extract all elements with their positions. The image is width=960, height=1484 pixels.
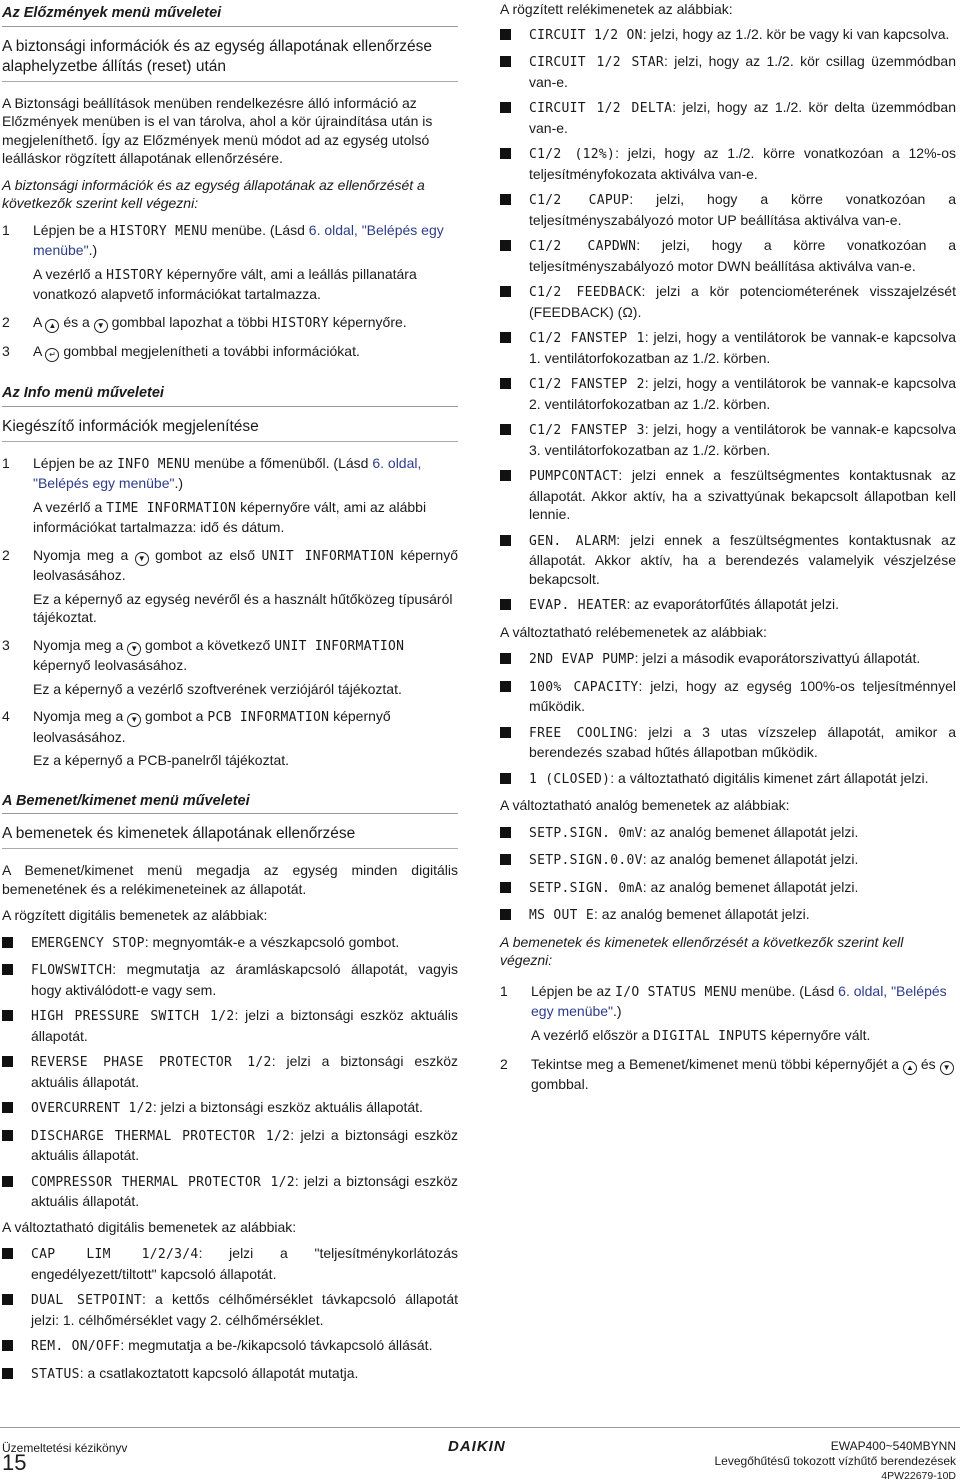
page-footer <box>0 1427 960 1482</box>
down-button-icon: ▼ <box>94 319 108 333</box>
item-description: : jelzi a "teljesítménykorlátozás engedélyezett/tiltott" kapcsoló állapotát. <box>31 1245 458 1282</box>
list-item <box>500 850 956 871</box>
var-di-title: A változtatható digitális bemenetek az alábbiak: <box>2 1218 297 1235</box>
item-code: FLOWSWITCH <box>31 963 113 978</box>
section-heading-info: Az Info menü műveletei <box>2 380 458 407</box>
item-code: SETP.SIGN.0.0V <box>529 853 643 868</box>
list-item <box>500 905 956 926</box>
item-description: : jelzi a biztonsági eszköz aktuális állapotát. <box>152 1099 423 1115</box>
info-step-2: 2 Nyomja meg a ▼ gombot az első UNIT INFORMATION képernyő leolvasásához. Ez a képernyő az egység nevéről és a használt hűtőközeg típusáról tájékoztat. <box>2 546 458 625</box>
list-item <box>500 420 956 459</box>
page-link[interactable]: 6. oldal, "Belépés egy menübe" <box>33 454 422 491</box>
variable-digital-inputs-list <box>2 1244 458 1384</box>
item-description: : az evaporátorfűtés állapotát jelzi. <box>626 596 839 612</box>
list-item <box>2 1098 458 1119</box>
fixed-relay-outputs-list <box>500 25 956 616</box>
item-code: C1/2 FANSTEP 1 <box>529 331 645 346</box>
item-description: : jelzi a biztonsági eszköz aktuális állapotát. <box>31 1126 458 1163</box>
item-code: CIRCUIT 1/2 STAR <box>529 55 664 70</box>
bullet-square-icon <box>500 29 511 40</box>
down-button-icon: ▼ <box>940 1061 954 1075</box>
item-description: : az analóg bemenet állapotát jelzi. <box>594 906 810 922</box>
item-description: : jelzi, hogy az 1./2. kör be vagy ki van kapcsolva. <box>642 25 950 42</box>
item-description: : jelzi, hogy az 1./2. körre vonatkozóan a 12%-os teljesítményfokozata aktiválva van-e. <box>529 145 956 182</box>
page-link[interactable]: 6. oldal, "Belépés egy menübe" <box>531 982 947 1019</box>
item-description: : az analóg bemenet állapotát jelzi. <box>642 851 859 867</box>
list-item <box>500 374 956 413</box>
list-item <box>500 466 956 524</box>
item-description: : jelzi, hogy a ventilátorok be vannak-e kapcsolva 1. ventilátorfokozatban az 1./2. körben. <box>529 329 956 366</box>
item-description: : jelzi a második evaporátorszivattyú állapotát. <box>634 650 921 666</box>
bullet-square-icon <box>500 56 511 67</box>
product-description: Levegőhűtésű tokozott vízhűtő berendezések <box>714 1454 956 1468</box>
bullet-square-icon <box>2 1248 13 1259</box>
bullet-square-icon <box>2 1340 13 1351</box>
bullet-square-icon <box>500 148 511 159</box>
list-item <box>2 1006 458 1045</box>
item-code: REVERSE PHASE PROTECTOR 1/2 <box>31 1055 272 1070</box>
left-column <box>2 0 458 1391</box>
section-heading-history: Az Előzmények menü műveletei <box>2 0 458 27</box>
item-code: CIRCUIT 1/2 ON <box>529 27 643 43</box>
list-item <box>2 1290 458 1329</box>
item-code: PUMPCONTACT <box>529 469 619 484</box>
item-code: DISCHARGE THERMAL PROTECTOR 1/2 <box>31 1128 291 1144</box>
item-description: : megnyomták-e a vészkapcsoló gombot. <box>144 933 400 950</box>
io-step-1: 1 Lépjen be az I/O STATUS MENU menübe. (Lásd 6. oldal, "Belépés egy menübe".) A vezérlő először a DIGITAL INPUTS képernyőre vált. <box>500 982 947 1044</box>
list-item <box>500 328 956 367</box>
item-code: 100% CAPACITY <box>529 679 639 695</box>
bullet-square-icon <box>500 909 511 920</box>
item-code: C1/2 CAPUP <box>529 193 630 208</box>
item-description: : az analóg bemenet állapotát jelzi. <box>642 878 859 895</box>
item-code: C1/2 FANSTEP 3 <box>529 423 645 438</box>
io-instruction-note: A bemenetek és kimenetek ellenőrzését a következők szerint kell végezni: <box>500 933 904 968</box>
bullet-square-icon <box>2 1102 13 1113</box>
bullet-square-icon <box>2 1056 13 1067</box>
info-step-4: 4 Nyomja meg a ▼ gombot a PCB INFORMATION képernyő leolvasásához. Ez a képernyő a PCB-panelről tájékoztat. <box>2 708 391 768</box>
item-description: : jelzi a kör potenciométerének visszajelzését (FEEDBACK) (Ω). <box>529 283 956 320</box>
bullet-square-icon <box>500 535 511 546</box>
fixed-relay-title: A rögzített relékimenetek az alábbiak: <box>500 1 733 17</box>
bullet-square-icon <box>2 1176 13 1187</box>
info-step-1: 1 Lépjen be az INFO MENU menübe a főmenüből. (Lásd 6. oldal, "Belépés egy menübe".) A vezérlő a TIME INFORMATION képernyőre vált, ami az alábbi információkat tartalmazza: idő és dátum. <box>2 454 427 535</box>
fixed-di-title: A rögzített digitális bemenetek az alábbiak: <box>2 907 268 923</box>
item-code: GEN. ALARM <box>529 533 617 549</box>
bullet-square-icon <box>2 1368 13 1379</box>
down-button-icon: ▼ <box>127 642 141 656</box>
item-code: C1/2 FEEDBACK <box>529 285 642 300</box>
bullet-square-icon <box>500 470 511 481</box>
bullet-square-icon <box>2 1130 13 1141</box>
var-relay-title: A változtatható relébemenetek az alábbiak: <box>500 623 767 640</box>
list-item <box>500 98 956 137</box>
item-description: : megmutatja a be-/kikapcsoló távkapcsoló állását. <box>120 1337 433 1353</box>
bullet-square-icon <box>2 964 13 975</box>
item-code: CIRCUIT 1/2 DELTA <box>529 101 673 116</box>
list-item <box>500 282 956 321</box>
item-description: : jelzi a 3 utas vízszelep állapotát, amikor a berendezés szabad hűtés állapotban működik. <box>529 723 956 760</box>
list-item <box>500 190 956 229</box>
list-item <box>500 236 956 275</box>
item-description: : jelzi a biztonsági eszköz aktuális állapotát. <box>31 1007 458 1044</box>
item-code: HIGH PRESSURE SWITCH 1/2 <box>31 1009 235 1024</box>
document-code: 4PW22679-10D <box>881 1470 956 1482</box>
list-item <box>500 769 956 790</box>
history-instruction-note: A biztonsági információk és az egység állapotának az ellenőrzését a következők szerint kell végezni: <box>2 176 425 211</box>
item-description: : a változtatható digitális kimenet zárt állapotát jelzi. <box>610 769 929 786</box>
item-description: : jelzi, hogy a körre vonatkozóan a teljesítményszabályozó motor DWN beállítása aktiválva van-e. <box>529 237 956 274</box>
bullet-square-icon <box>2 1010 13 1021</box>
item-description: : jelzi, hogy a ventilátorok be vannak-e kapcsolva 2. ventilátorfokozatban az 1./2. körben. <box>529 375 956 412</box>
history-step-3: 3 A ↵ gombbal megjelenítheti a további információkat. <box>2 342 458 362</box>
list-item <box>2 1052 458 1091</box>
history-step-2: 2 A ▲ és a ▼ gombbal lapozhat a többi HISTORY képernyőre. <box>2 313 407 331</box>
bullet-square-icon <box>2 937 13 948</box>
section-heading-io: A Bemenet/kimenet menü műveletei <box>2 788 458 815</box>
up-button-icon: ▲ <box>45 319 59 333</box>
bullet-square-icon <box>500 681 511 692</box>
item-code: MS OUT E <box>529 908 595 923</box>
list-item <box>500 649 956 670</box>
list-item <box>2 960 458 999</box>
item-code: 2ND EVAP PUMP <box>529 652 635 667</box>
bullet-square-icon <box>500 599 511 610</box>
item-code: SETP.SIGN. 0mA <box>529 880 643 896</box>
item-code: REM. ON/OFF <box>31 1339 121 1354</box>
item-code: OVERCURRENT 1/2 <box>31 1101 153 1116</box>
list-item <box>2 1336 458 1357</box>
history-intro: A Biztonsági beállítások menüben rendelkezésre álló információ az Előzmények menüben is el van tárolva, ahol a kör újraindítása után is megjeleníthető. Így az Előzmények menü módot ad az egység utolsó leálláskor rögzített állapotának ellenőrzésére. <box>2 94 433 166</box>
variable-relay-inputs-list <box>500 649 956 789</box>
item-description: : jelzi ennek a feszültségmentes kontaktusnak az állapotát. Akkor aktív, ha a szivattyúnak bekapcsolt állapotban kell lennie. <box>529 467 956 522</box>
item-description: : jelzi a biztonsági eszköz aktuális állapotát. <box>31 1172 458 1209</box>
bullet-square-icon <box>500 286 511 297</box>
history-step-1: 1 Lépjen be a HISTORY MENU menübe. (Lásd 6. oldal, "Belépés egy menübe".) A vezérlő a HISTORY képernyőre vált, ami a leállás pillanatára vonatkozó alapvető információkat tartalmazza. <box>2 221 444 302</box>
manual-title: Üzemeltetési kézikönyv <box>2 1441 128 1455</box>
step-number: 1 <box>2 221 10 238</box>
list-item <box>2 1364 458 1385</box>
bullet-square-icon <box>500 854 511 865</box>
info-step-3: 3 Nyomja meg a ▼ gombot a következő UNIT INFORMATION képernyő leolvasásához. Ez a képernyő a vezérlő szoftverének verziójáról tájékoztat. <box>2 636 405 697</box>
bullet-square-icon <box>500 102 511 113</box>
item-code: C1/2 CAPDWN <box>529 239 637 254</box>
item-description: : jelzi, hogy az 1./2. kör csillag üzemmódban van-e. <box>529 53 956 90</box>
subheading-safety-info: A biztonsági információk és az egység állapotának ellenőrzése alaphelyzetbe állítás (reset) után <box>2 37 458 82</box>
item-code: C1/2 (12%) <box>529 147 616 162</box>
bullet-square-icon <box>500 727 511 738</box>
list-item <box>500 677 956 716</box>
list-item <box>500 823 956 844</box>
list-item <box>500 144 956 183</box>
item-code: 1 (CLOSED) <box>529 771 611 787</box>
list-item <box>500 878 956 899</box>
footer-meta <box>715 1439 957 1484</box>
item-description: : megmutatja az áramláskapcsoló állapotát, vagyis hogy aktiválódott-e vagy sem. <box>31 961 458 998</box>
item-description: : jelzi, hogy az 1./2. kör delta üzemmódban van-e. <box>529 99 956 136</box>
bullet-square-icon <box>500 882 511 893</box>
list-item <box>500 52 956 91</box>
list-item <box>2 1244 458 1283</box>
model-number: EWAP400~540MBYNN <box>830 1439 956 1453</box>
item-code: STATUS <box>31 1366 80 1382</box>
item-code: FREE COOLING <box>529 725 634 741</box>
down-button-icon: ▼ <box>127 713 141 727</box>
list-item <box>2 933 458 954</box>
bullet-square-icon <box>500 240 511 251</box>
item-description: : az analóg bemenet állapotát jelzi. <box>642 823 859 840</box>
right-column <box>500 0 956 1103</box>
list-item <box>500 723 956 762</box>
list-item <box>500 595 956 616</box>
item-description: : jelzi ennek a feszültségmentes kontaktusnak az állapotát. Akkor aktív, ha a berendezés valamelyik vészjelzése bekapcsolt. <box>529 531 956 587</box>
item-description: : a csatlakoztatott kapcsoló állapotát mutatja. <box>79 1364 359 1381</box>
item-code: EVAP. HEATER <box>529 598 627 613</box>
item-code: SETP.SIGN. 0mV <box>529 825 643 841</box>
list-item <box>500 531 956 589</box>
io-intro: A Bemenet/kimenet menü megadja az egység minden digitális bemenetének és a relékimeneteinek az állapotát. <box>2 862 458 897</box>
subheading-extra-info: Kiegészítő információk megjelenítése <box>2 417 458 442</box>
code-history-menu: HISTORY MENU <box>110 223 208 239</box>
io-step-2: 2 Tekintse meg a Bemenet/kimenet menü többi képernyőjét a ▲ és ▼ gombbal. <box>500 1055 956 1094</box>
bullet-square-icon <box>500 827 511 838</box>
bullet-square-icon <box>500 332 511 343</box>
bullet-square-icon <box>500 424 511 435</box>
bullet-square-icon <box>2 1294 13 1305</box>
page-link[interactable]: 6. oldal, "Belépés egy menübe" <box>33 221 444 258</box>
bullet-square-icon <box>500 378 511 389</box>
bullet-square-icon <box>500 653 511 664</box>
list-item <box>500 25 956 46</box>
list-item <box>2 1126 458 1165</box>
item-code: EMERGENCY STOP <box>31 935 145 951</box>
bullet-square-icon <box>500 194 511 205</box>
item-description: : jelzi, hogy az egység 100%-os teljesítménnyel működik. <box>529 677 956 714</box>
variable-analog-inputs-list <box>500 823 956 926</box>
item-description: : jelzi, hogy a ventilátorok be vannak-e kapcsolva 3. ventilátorfokozatban az 1./2. körben. <box>529 421 956 458</box>
item-description: : a kettős célhőmérséklet távkapcsoló állapotát jelzi: 1. célhőmérséklet vagy 2. célhőmérséklet. <box>31 1291 458 1328</box>
item-code: DUAL SETPOINT <box>31 1293 142 1308</box>
subheading-io-status: A bemenetek és kimenetek állapotának ellenőrzése <box>2 824 458 849</box>
item-code: CAP LIM 1/2/3/4 <box>31 1247 199 1262</box>
fixed-digital-inputs-list <box>2 933 458 1211</box>
daikin-logo: DAIKIN <box>448 1438 506 1455</box>
bullet-square-icon <box>500 773 511 784</box>
page-number: 15 <box>2 1450 27 1475</box>
up-button-icon: ▲ <box>903 1061 917 1075</box>
enter-button-icon: ↵ <box>45 348 59 362</box>
down-button-icon: ▼ <box>135 552 149 566</box>
item-code: COMPRESSOR THERMAL PROTECTOR 1/2 <box>31 1174 295 1190</box>
var-analog-title: A változtatható analóg bemenetek az alábbiak: <box>500 797 790 813</box>
item-description: : jelzi, hogy a körre vonatkozóan a teljesítményszabályozó motor UP beállítása aktiválva van-e. <box>529 191 956 228</box>
list-item <box>2 1172 458 1211</box>
item-description: : jelzi a biztonsági eszköz aktuális állapotát. <box>31 1053 459 1090</box>
item-code: C1/2 FANSTEP 2 <box>529 377 645 392</box>
